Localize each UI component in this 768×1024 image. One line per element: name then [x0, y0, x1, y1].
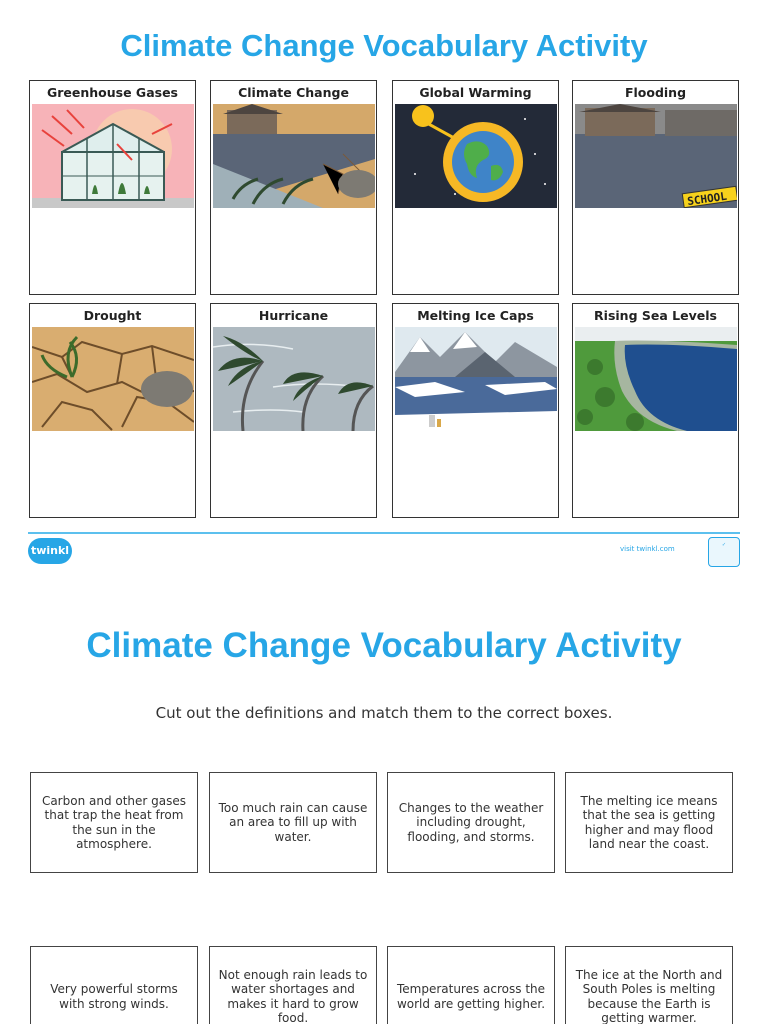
footer-divider [28, 532, 740, 534]
definition-card: The melting ice means that the sea is getting higher and may flood land near the coast. [565, 772, 733, 873]
vocab-card-melting-ice-caps [392, 303, 559, 518]
vocab-card-label: Melting Ice Caps [417, 308, 534, 323]
twinkl-logo: twinkl [28, 538, 72, 564]
visit-link[interactable]: visit twinkl.com [620, 545, 675, 553]
vocab-card-climate-change [210, 80, 377, 295]
school-sign-text: SCHOOL [686, 189, 728, 208]
vocab-card-label: Flooding [624, 85, 687, 100]
vocab-card-label: Drought [83, 308, 142, 323]
vocab-card-flooding [572, 80, 739, 295]
vocab-card-greenhouse-gases [29, 80, 196, 295]
greenhouse-picture [32, 104, 194, 208]
definition-card: Too much rain can cause an area to fill up with water. [209, 772, 377, 873]
climate-change-picture [213, 104, 375, 208]
vocab-card-label: Global Warming [419, 85, 532, 100]
vocab-card-global-warming [392, 80, 559, 295]
quality-badge-icon: ✓ [708, 537, 740, 567]
page-title: Climate Change Vocabulary Activity [120, 28, 648, 63]
hurricane-picture [213, 327, 375, 431]
global-warming-picture [395, 104, 557, 208]
melting-ice-caps-picture [395, 327, 557, 431]
definition-card: Very powerful storms with strong winds. [30, 946, 198, 1024]
definition-card: The ice at the North and South Poles is melting because the Earth is getting warmer. [565, 946, 733, 1024]
vocab-card-label: Rising Sea Levels [594, 308, 717, 323]
vocab-card-label: Climate Change [238, 85, 349, 100]
instructions: Cut out the definitions and match them to the correct boxes. [155, 704, 613, 722]
vocab-card-label: Hurricane [258, 308, 329, 323]
definition-card: Not enough rain leads to water shortages and makes it hard to grow food. [209, 946, 377, 1024]
vocab-card-drought [29, 303, 196, 518]
rising-sea-levels-picture [575, 327, 737, 431]
drought-picture [32, 327, 194, 431]
definition-card: Temperatures across the world are getting higher. [387, 946, 555, 1024]
definition-card: Changes to the weather including drought, flooding, and storms. [387, 772, 555, 873]
vocab-card-hurricane [210, 303, 377, 518]
vocab-card-rising-sea-levels [572, 303, 739, 518]
definition-card: Carbon and other gases that trap the heat from the sun in the atmosphere. [30, 772, 198, 873]
flooding-picture [575, 104, 737, 208]
vocab-card-label: Greenhouse Gases [47, 85, 178, 100]
page-title: Climate Change Vocabulary Activity [86, 626, 682, 665]
